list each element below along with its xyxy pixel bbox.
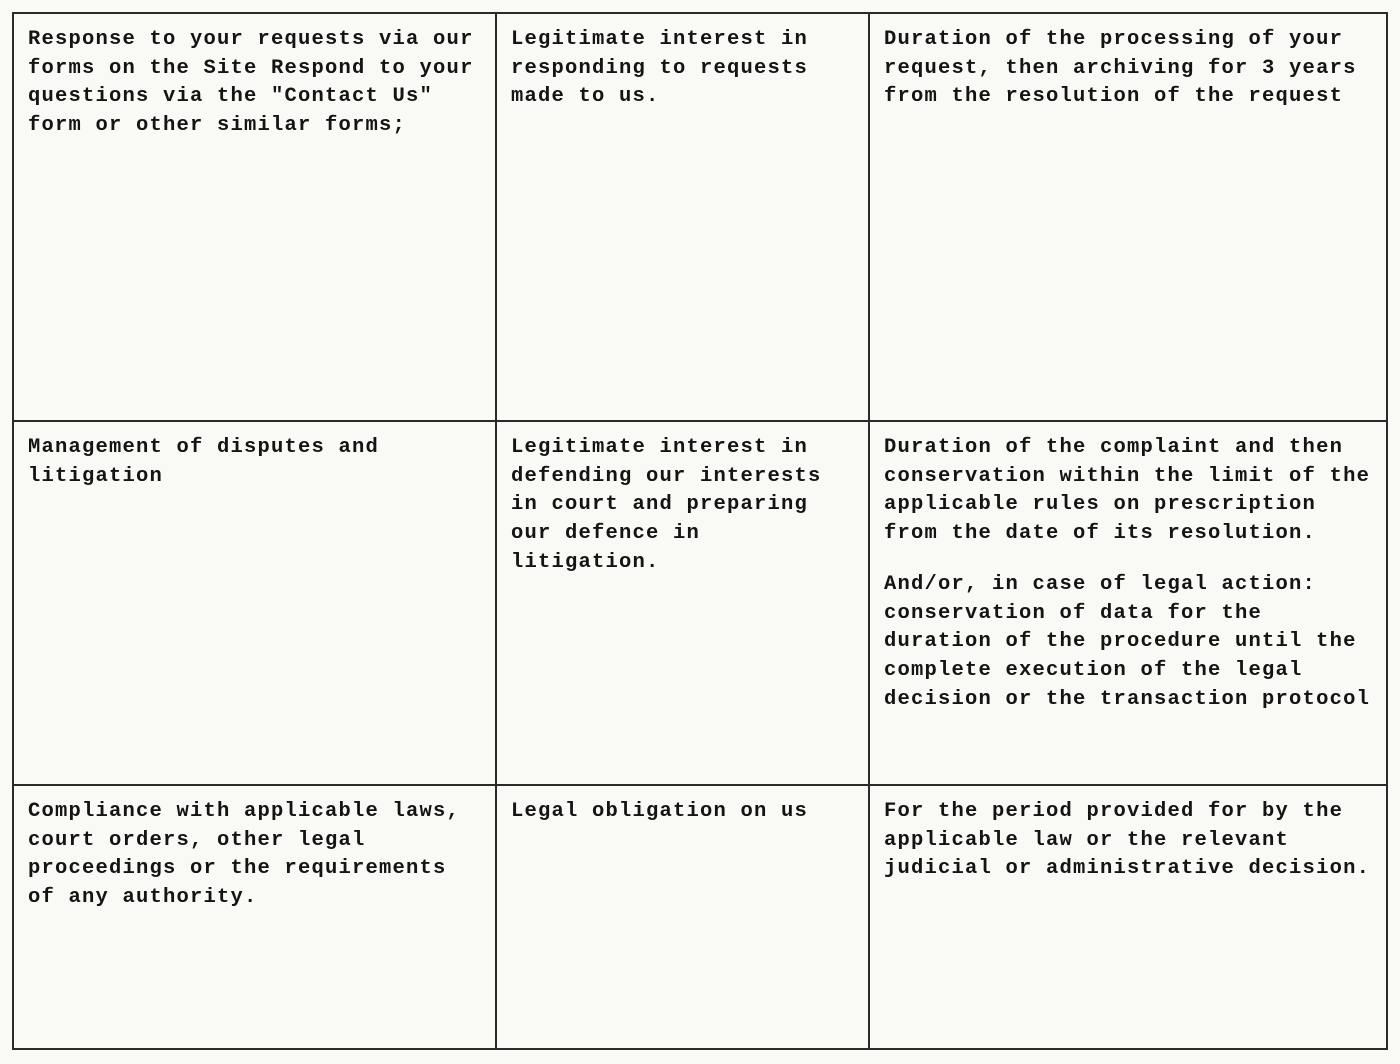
- retention-text-legal-action: And/or, in case of legal action: conservation of data for the duration of the procedure until the complete execution of the legal decision or the transaction protocol: [884, 572, 1371, 711]
- legal-basis-text: Legitimate interest in defending our interests in court and preparing our defence in litigation.: [511, 436, 822, 574]
- retention-cell: [869, 785, 1387, 1049]
- purpose-text: Compliance with applicable laws, court orders, other legal proceedings or the requirements of any authority.: [28, 800, 461, 910]
- legal-basis-cell: [496, 785, 869, 1049]
- purpose-cell: [13, 13, 496, 421]
- legal-basis-text: Legal obligation on us: [511, 800, 809, 823]
- retention-text: For the period provided for by the applicable law or the relevant judicial or administrative decision.: [884, 800, 1371, 881]
- purpose-text: Response to your requests via our forms on the Site Respond to your questions via the "Contact Us" form or other similar forms;: [28, 28, 474, 138]
- purpose-cell: [13, 421, 496, 785]
- retention-text: Duration of the processing of your request, then archiving for 3 years from the resolution of the request: [884, 28, 1357, 109]
- table-row: [13, 13, 1387, 421]
- retention-text: Duration of the complaint and then conservation within the limit of the applicable rules on prescription from the date of its resolution.: [884, 436, 1371, 546]
- legal-basis-cell: [496, 421, 869, 785]
- retention-cell: [869, 13, 1387, 421]
- legal-basis-cell: [496, 13, 869, 421]
- data-processing-table: [12, 12, 1388, 1050]
- legal-basis-text: Legitimate interest in responding to requests made to us.: [511, 28, 809, 109]
- purpose-text: Management of disputes and litigation: [28, 436, 380, 488]
- table-row: [13, 421, 1387, 785]
- table-row: [13, 785, 1387, 1049]
- purpose-cell: [13, 785, 496, 1049]
- retention-cell: [869, 421, 1387, 785]
